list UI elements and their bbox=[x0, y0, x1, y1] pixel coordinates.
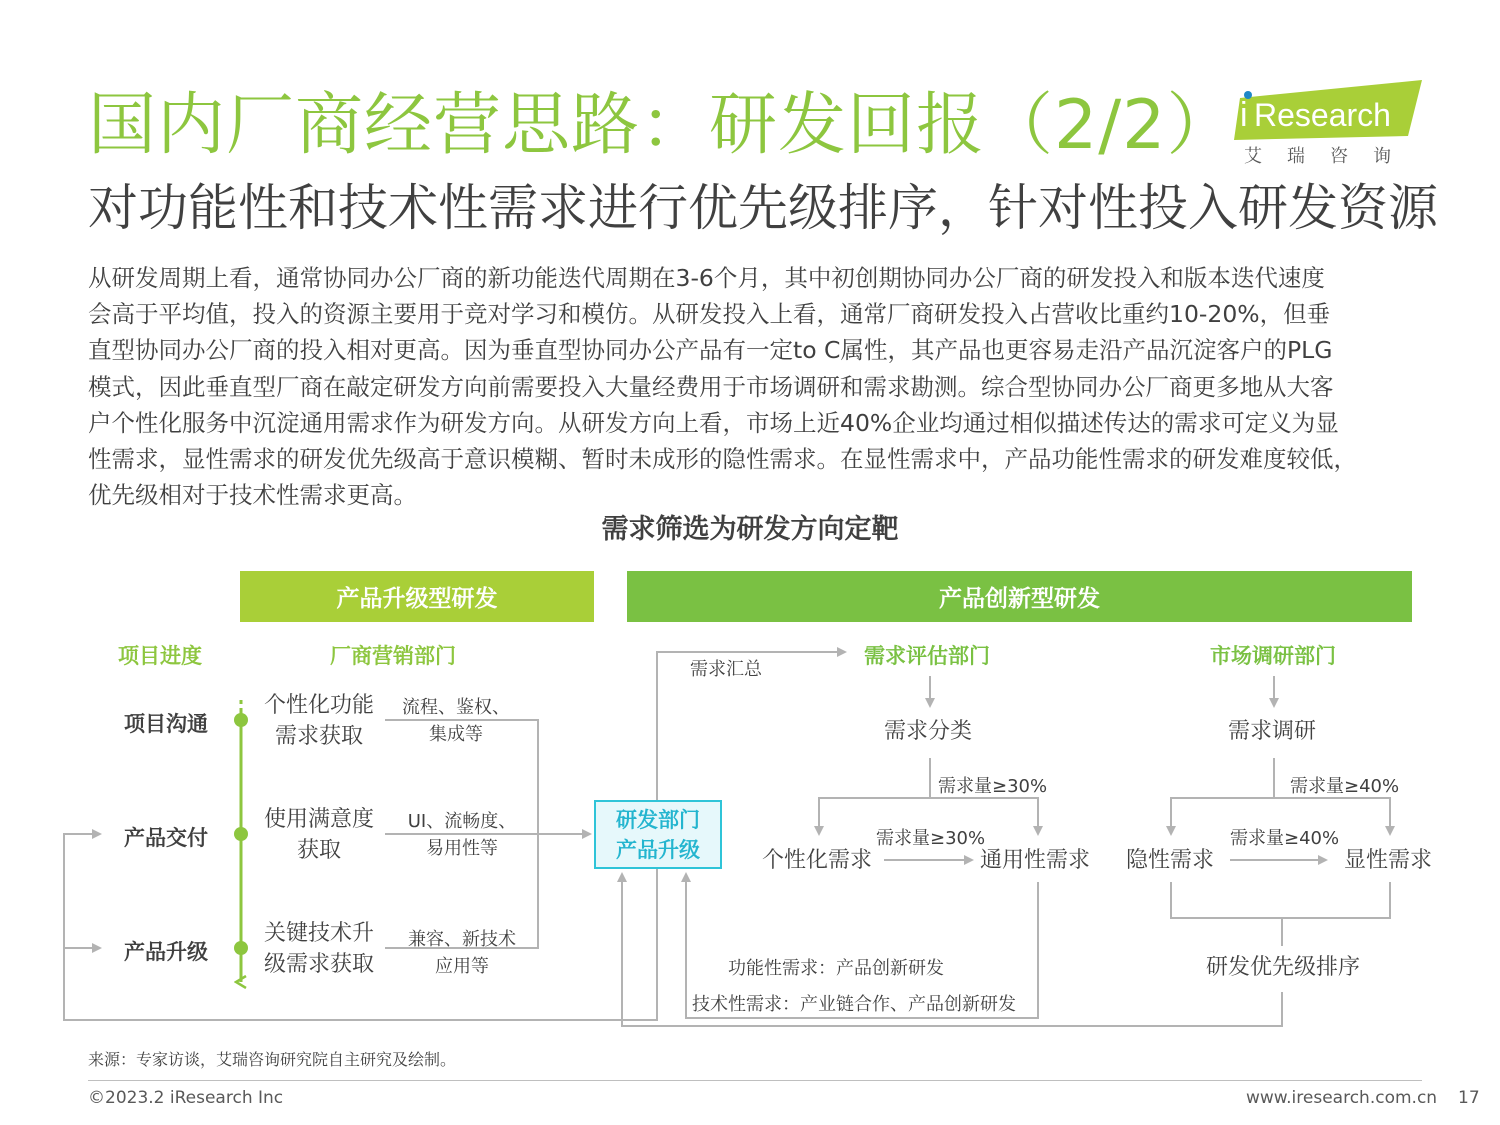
logo-chinese-name: 艾瑞咨询 bbox=[1244, 146, 1416, 167]
header-research-dept: 市场调研部门 bbox=[1210, 644, 1336, 668]
need-personalized-function bbox=[262, 690, 376, 752]
label-demand-summary: 需求汇总 bbox=[690, 659, 762, 680]
body-line: 直型协同办公厂商的投入相对更高。因为垂直型协同办公产品有一定to C属性，其产品也更容易走沿产品沉淀客户的PLG bbox=[88, 336, 1333, 365]
rd-box-line: 产品升级 bbox=[616, 837, 700, 862]
timeline-dot bbox=[234, 713, 248, 727]
node-general-need: 通用性需求 bbox=[980, 848, 1091, 873]
label-survey-threshold: 需求量≥40% bbox=[1290, 776, 1400, 797]
note-ui bbox=[402, 808, 522, 862]
note-line: UI、流畅度、 bbox=[407, 811, 517, 832]
need-line: 级需求获取 bbox=[263, 952, 374, 977]
body-line: 户个性化服务中沉淀通用需求作为研发方向。从研发方向上看，市场上近40%企业均通过相似描述传达的需求可定义为显 bbox=[88, 408, 1339, 437]
rd-box-line: 研发部门 bbox=[616, 807, 700, 832]
page-subtitle: 对功能性和技术性需求进行优先级排序，针对性投入研发资源 bbox=[88, 179, 1438, 237]
need-line: 关键技术升 bbox=[263, 921, 374, 946]
timeline-dot bbox=[234, 827, 248, 841]
label-classify-threshold: 需求量≥30% bbox=[938, 776, 1048, 797]
stage-product-delivery: 产品交付 bbox=[124, 826, 208, 850]
need-key-tech bbox=[262, 918, 376, 980]
timeline-dot bbox=[234, 941, 248, 955]
footer-website: www.iresearch.com.cn bbox=[1246, 1088, 1438, 1108]
rd-dept-box bbox=[594, 800, 722, 869]
need-line: 获取 bbox=[296, 838, 341, 863]
node-personal-need: 个性化需求 bbox=[762, 848, 873, 873]
node-classify: 需求分类 bbox=[884, 719, 973, 744]
logo-wordmark: Research bbox=[1254, 97, 1391, 133]
node-explicit-need: 显性需求 bbox=[1344, 848, 1433, 873]
node-survey: 需求调研 bbox=[1228, 719, 1317, 744]
body-line: 会高于平均值，投入的资源主要用于竞对学习和模仿。从研发投入上看，通常厂商研发投入占营收比重约10-20%，但垂 bbox=[88, 300, 1331, 329]
stage-product-upgrade: 产品升级 bbox=[124, 940, 208, 964]
page-number: 17 bbox=[1458, 1088, 1480, 1108]
note-line: 流程、鉴权、 bbox=[402, 697, 510, 718]
body-line: 性需求，显性需求的研发优先级高于意识模糊、暂时未成形的隐性需求。在显性需求中，产品功能性需求的研发难度较低， bbox=[88, 445, 1357, 474]
footer-copyright: ©2023.2 iResearch Inc bbox=[88, 1088, 284, 1108]
note-line: 集成等 bbox=[429, 724, 483, 745]
diagram-title: 需求筛选为研发方向定靶 bbox=[601, 514, 899, 545]
header-eval-dept: 需求评估部门 bbox=[864, 644, 990, 668]
header-marketing-dept: 厂商营销部门 bbox=[330, 644, 456, 668]
need-line: 需求获取 bbox=[274, 724, 363, 749]
label-technical-need: 技术性需求：产业链合作、产品创新研发 bbox=[692, 994, 1016, 1015]
need-satisfaction bbox=[262, 804, 376, 866]
body-line: 从研发周期上看，通常协同办公厂商的新功能迭代周期在3-6个月，其中初创期协同办公厂商的研发投入和版本迭代速度 bbox=[88, 264, 1325, 292]
note-compat bbox=[402, 926, 522, 980]
note-line: 兼容、新技术 bbox=[408, 929, 516, 950]
footer-divider bbox=[88, 1080, 1422, 1081]
label-hidden-to-explicit: 需求量≥40% bbox=[1230, 828, 1340, 849]
note-process bbox=[396, 694, 516, 748]
note-line: 应用等 bbox=[435, 956, 489, 977]
page-title: 国内厂商经营思路：研发回报（2/2） bbox=[88, 86, 1236, 165]
need-line: 个性化功能 bbox=[263, 693, 374, 718]
node-priority-sort: 研发优先级排序 bbox=[1206, 955, 1361, 980]
label-personal-to-general: 需求量≥30% bbox=[876, 828, 986, 849]
logo-i: i bbox=[1240, 96, 1248, 134]
stage-project-communication: 项目沟通 bbox=[124, 712, 208, 736]
note-line: 易用性等 bbox=[426, 838, 498, 859]
band-product-upgrade: 产品升级型研发 bbox=[240, 571, 594, 622]
node-hidden-need: 隐性需求 bbox=[1126, 848, 1215, 873]
body-line: 模式，因此垂直型厂商在敲定研发方向前需要投入大量经费用于市场调研和需求勘测。综合型协同办公厂商更多地从大客 bbox=[88, 372, 1334, 401]
label-functional-need: 功能性需求：产品创新研发 bbox=[728, 958, 944, 979]
source-note: 来源：专家访谈，艾瑞咨询研究院自主研究及绘制。 bbox=[88, 1050, 457, 1069]
header-project-progress: 项目进度 bbox=[118, 644, 202, 668]
need-line: 使用满意度 bbox=[263, 807, 374, 832]
band-product-innovation: 产品创新型研发 bbox=[627, 571, 1412, 622]
body-line: 优先级相对于技术性需求更高。 bbox=[88, 481, 417, 510]
